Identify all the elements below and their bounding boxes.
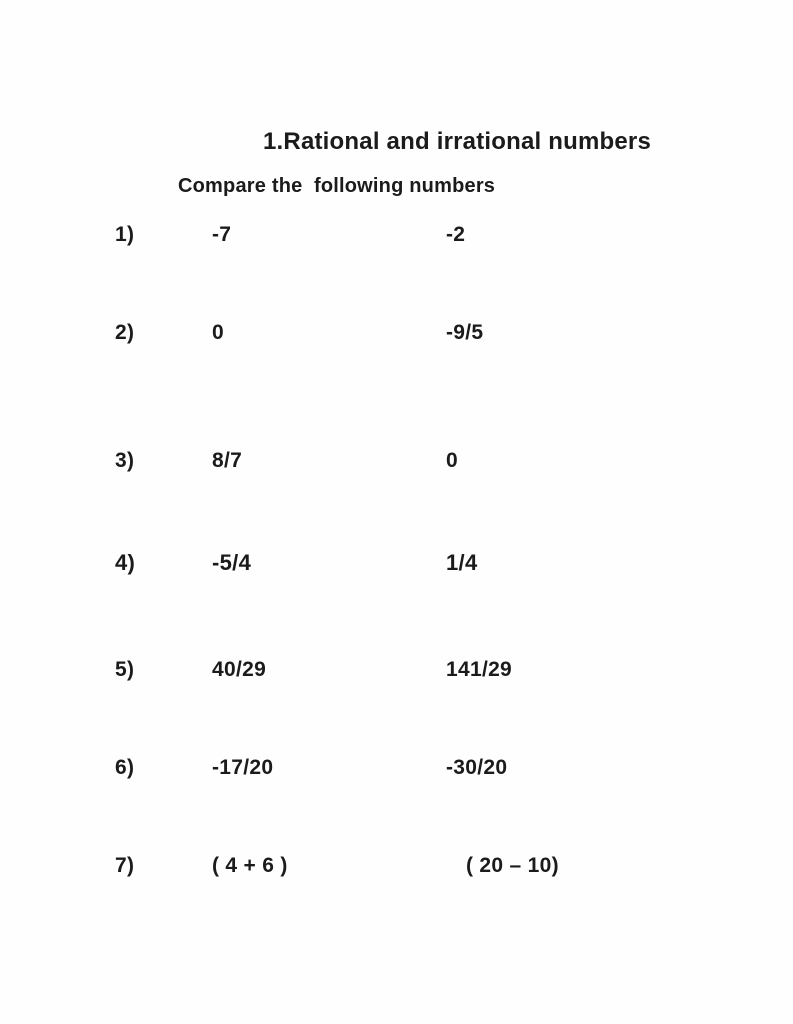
problem-row (0, 448, 793, 476)
left-value: 40/29 (212, 658, 267, 681)
problem-row (0, 853, 793, 881)
left-value: -7 (212, 223, 232, 246)
page-title: 1.Rational and irrational numbers (263, 128, 652, 155)
problem-row (0, 320, 793, 348)
problem-number: 3) (115, 449, 135, 472)
problem-number: 4) (115, 550, 136, 575)
right-value: -30/20 (446, 756, 508, 779)
left-value: 8/7 (212, 449, 243, 472)
problem-row (0, 222, 793, 250)
right-value: 0 (446, 449, 458, 472)
right-value: 1/4 (446, 550, 478, 575)
problem-number: 7) (115, 854, 135, 877)
left-value: -5/4 (212, 550, 252, 575)
problem-number: 2) (115, 321, 135, 344)
problem-number: 6) (115, 756, 135, 779)
page-subtitle: Compare the following numbers (178, 175, 496, 197)
right-value: 141/29 (446, 658, 513, 681)
left-value: -17/20 (212, 756, 274, 779)
problem-row (0, 550, 793, 578)
problem-row (0, 657, 793, 685)
left-value: 0 (212, 321, 224, 344)
left-value: ( 4 + 6 ) (212, 854, 288, 877)
right-value: ( 20 – 10) (466, 854, 559, 877)
right-value: -2 (446, 223, 466, 246)
problem-row (0, 755, 793, 783)
right-value: -9/5 (446, 321, 484, 344)
problem-number: 5) (115, 658, 135, 681)
problem-number: 1) (115, 223, 135, 246)
